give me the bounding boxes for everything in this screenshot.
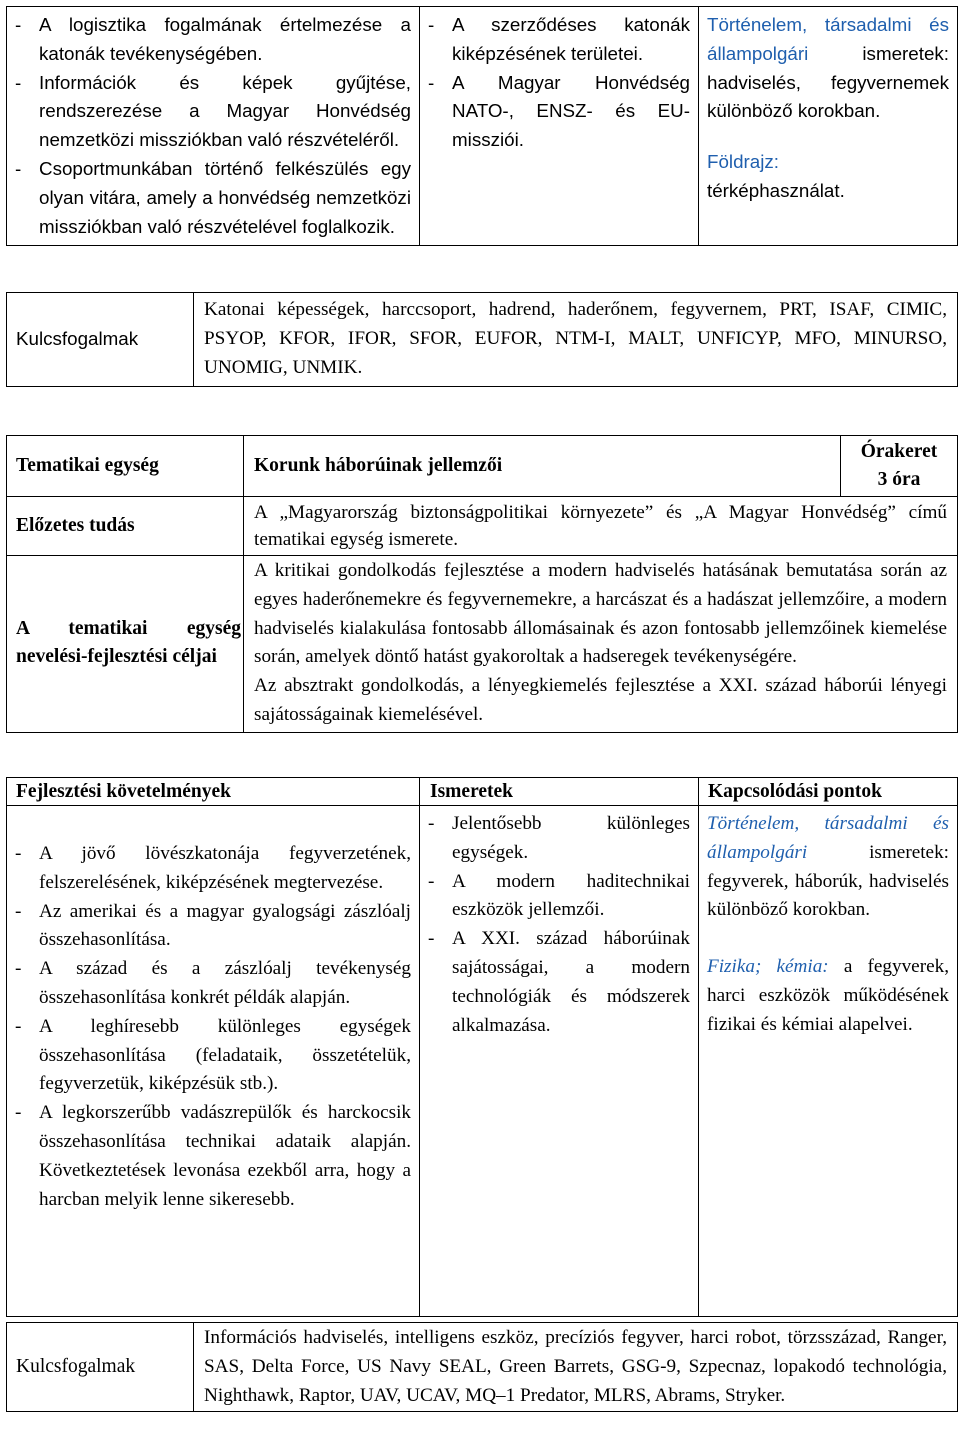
prior-knowledge-label: Előzetes tudás	[7, 497, 244, 556]
column-header: Fejlesztési követelmények	[7, 778, 420, 806]
knowledge-cell	[420, 806, 699, 1317]
key-concepts-table-unit	[6, 1322, 958, 1412]
list-item: - A szerződéses katonák kiképzésének területei.	[428, 14, 690, 64]
key-concepts-label: Kulcsfogalmak	[7, 1323, 194, 1412]
key-concepts-table-top	[6, 292, 958, 387]
connection-points-cell	[699, 806, 958, 1317]
time-frame	[841, 436, 958, 497]
subject-text: ismeretek: hadviselés, fegyvernemek különböző korokban.	[707, 42, 949, 122]
list-item: - A XXI. század háborúinak sajátosságai, a modern technológiák és módszerek alkalmazása.	[428, 928, 690, 1036]
subject-title: Történelem, társadalmi és állampolgári	[707, 813, 949, 863]
key-concepts-text: Katonai képességek, harccsoport, hadrend, haderőnem, fegyvernem, PRT, ISAF, CIMIC, PSYOP, KFOR, IFOR, SFOR, EUFOR, NTM-I, MALT, UNFICYP, MFO, MINURSO, UNOMIG, UNMIK.	[194, 293, 958, 387]
time-frame-label: Órakeret	[860, 441, 938, 462]
list-item: - A jövő lövészkatonája fegyverzetének, felszerelésének, kiképzésének megtervezése.	[15, 843, 411, 893]
table-row	[7, 778, 958, 806]
list-item: - A század és a zászlóalj tevékenység összehasonlítása konkrét példák alapján.	[15, 958, 411, 1008]
key-concepts-text: Információs hadviselés, intelligens eszköz, precíziós fegyver, harci robot, törzsszázad, Ranger, SAS, Delta Force, US Navy SEAL, Green Barrets, GSG-9, Szpecnaz, lopakodó technológia, Nighthawk, Raptor, UAV, UCAV, MQ–1 Predator, MLRS, Abrams, Stryker.	[194, 1323, 958, 1412]
development-requirements-cell	[7, 806, 420, 1317]
key-concepts-label: Kulcsfogalmak	[7, 293, 194, 387]
table-row	[7, 497, 958, 556]
requirements-table	[6, 777, 958, 1317]
goals-label: A tematikai egység nevelési-fejlesztési céljai	[7, 556, 244, 733]
list-item: - A modern haditechnikai eszközök jellemzői.	[428, 870, 690, 921]
list-item: - Információk és képek gyűjtése, rendszerezése a Magyar Honvédség nemzetközi missziókban való részvételéről.	[15, 71, 411, 151]
thematic-unit-label: Tematikai egység	[7, 436, 244, 497]
subject-text: térképhasználat.	[707, 179, 845, 201]
table-row	[7, 7, 958, 246]
prior-knowledge-text: A „Magyarország biztonságpolitikai környezete” és „A Magyar Honvédség” című tematikai egység ismerete.	[244, 497, 958, 556]
table-row	[7, 806, 958, 1317]
time-frame-value: 3 óra	[877, 469, 921, 490]
goals-text: A kritikai gondolkodás fejlesztése a modern hadviselés hatásának bemutatása során az egyes haderőnemekre és fegyvernemekre, a harcászat és a hadászat jellemzőire, a modern hadviselés kialakulása fontosabb állomásainak és azon fontosabb jellemzőinek kiemelése során, amelyek döntő hatást gyakoroltak a hadseregek tevékenységére. Az absztrakt gondolkodás, a lényegkiemelés fejlesztése a XXI. század háborúi lényegi sajátosságainak kiemelésével.	[244, 556, 958, 733]
list-item: - A Magyar Honvédség NATO-, ENSZ- és EU-missziói.	[428, 71, 690, 151]
curriculum-table-unit	[6, 435, 958, 733]
subject-text: ismeretek: fegyverek, háborúk, hadviselés különböző korokban.	[707, 841, 949, 921]
column-header: Ismeretek	[420, 778, 699, 806]
subject-title: Történelem, társadalmi és állampolgári	[707, 14, 949, 64]
list-item: - Az amerikai és a magyar gyalogsági zászlóalj összehasonlítása.	[15, 900, 411, 951]
column-header: Kapcsolódási pontok	[699, 778, 958, 806]
development-requirements-cell	[7, 7, 420, 246]
subject-title: Földrajz:	[707, 151, 780, 173]
table-row	[7, 436, 958, 497]
knowledge-cell	[420, 7, 699, 246]
list-item: - A legkorszerűbb vadászrepülők és harckocsik összehasonlítása technikai adataik alapján. Következtetések levonása ezekből arra, hogy a harcban melyik lenne sikeresebb.	[15, 1102, 411, 1210]
subject-title: Fizika; kémia:	[707, 956, 829, 978]
curriculum-table-top	[6, 6, 958, 246]
list-item: - A leghíresebb különleges egységek összehasonlítása (feladataik, összetételük, fegyverzetük, kiképzésük stb.).	[15, 1015, 411, 1095]
list-item: - Csoportmunkában történő felkészülés egy olyan vitára, amely a honvédség nemzetközi missziókban való részvételével foglalkozik.	[15, 157, 411, 237]
connection-points-cell	[699, 7, 958, 246]
list-item: - Jelentősebb különleges egységek.	[428, 813, 690, 863]
table-row	[7, 293, 958, 387]
table-row	[7, 1323, 958, 1412]
subject-text: a fegyverek, harci eszközök működésének fizikai és kémiai alapelvei.	[707, 956, 949, 1035]
list-item: - A logisztika fogalmának értelmezése a katonák tevékenységében.	[15, 14, 411, 64]
table-row	[7, 556, 958, 733]
unit-title: Korunk háborúinak jellemzői	[244, 436, 841, 497]
